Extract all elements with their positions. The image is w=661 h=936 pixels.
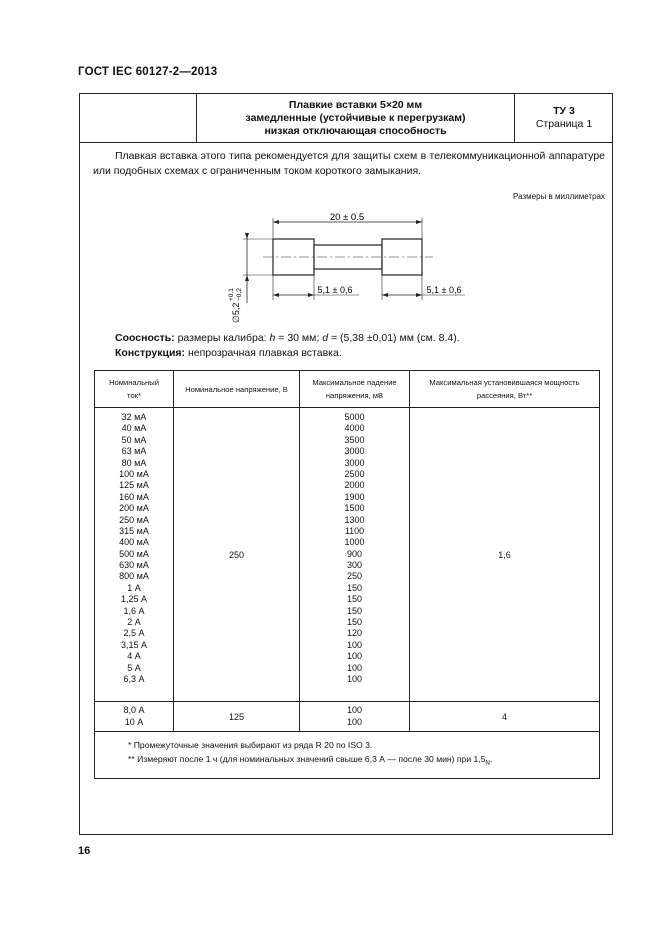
sheet-page: Страница 1: [535, 118, 593, 130]
voltage-drop-value: 120: [346, 628, 363, 639]
voltage-drop-value: 900: [346, 548, 363, 559]
rated-current-value: 100 мА: [119, 468, 149, 479]
diameter-lower-tolerance: −0,2: [236, 288, 243, 301]
voltage-drop-value: 100: [346, 705, 363, 716]
rated-current-list: [95, 408, 174, 702]
sheet-reference: [515, 93, 613, 143]
header-rated-current: Номинальный ток*: [95, 371, 174, 408]
coaxiality-text: размеры калибра:: [174, 332, 270, 344]
voltage-drop-value: 1900: [344, 491, 365, 502]
rated-current-value: 1,25 А: [120, 594, 148, 605]
rated-current-value: 630 мА: [119, 560, 149, 571]
page-number: 16: [78, 845, 91, 857]
voltage-drop-value: 300: [346, 560, 363, 571]
title-empty-cell: [79, 93, 197, 143]
voltage-drop-value: 1000: [344, 537, 365, 548]
fuse-title: [197, 93, 515, 143]
table-row: [95, 408, 600, 702]
rated-current-value: 4 А: [127, 651, 141, 662]
rated-current-value: 40 мА: [121, 423, 147, 434]
rated-current-value: 80 мА: [121, 457, 147, 468]
diameter-label: ∅5,2: [231, 302, 241, 323]
fuse-title-line: Плавкие вставки 5×20 мм: [288, 98, 423, 111]
h-symbol: h: [269, 332, 276, 344]
rated-current-value: 250 мА: [119, 514, 149, 525]
power-dissipation-cell: 1,6: [410, 408, 600, 702]
rated-current-value: 800 мА: [119, 571, 149, 582]
fuse-properties: [115, 331, 460, 361]
footnote-text: ** Измеряют после 1 ч (для номинальных значений свыше 6,3 А — после 30 мин) при 1,5: [128, 754, 486, 764]
coaxiality-text: = 30 мм;: [275, 332, 323, 344]
left-cap-length-label: 5,1 ± 0,6: [317, 285, 353, 295]
voltage-drop-value: 100: [346, 716, 363, 727]
fuse-ratings-table: [94, 370, 600, 779]
voltage-drop-value: 150: [346, 594, 363, 605]
construction-text: непрозрачная плавкая вставка.: [185, 347, 342, 359]
voltage-drop-value: 2000: [344, 480, 365, 491]
voltage-drop-value: 100: [346, 639, 363, 650]
rated-current-value: 1,6 А: [123, 605, 145, 616]
rated-current-list: [95, 702, 174, 732]
voltage-drop-value: 150: [346, 617, 363, 628]
rated-current-value: 50 мА: [121, 434, 147, 445]
fuse-title-line: низкая отключающая способность: [264, 124, 447, 137]
rated-current-value: 500 мА: [119, 548, 149, 559]
voltage-drop-value: 1500: [344, 503, 365, 514]
header-max-voltage-drop: Максимальное падение напряжения, мВ: [300, 371, 410, 408]
voltage-drop-value: 1100: [344, 525, 365, 536]
rated-current-value: 5 А: [127, 662, 141, 673]
intro-paragraph: Плавкая вставка этого типа рекомендуется для защиты схем в телекоммуникационной аппаратуре или подобных схемах с ограниченным током короткого замыкания.: [93, 150, 605, 177]
footnote-measurement: [128, 752, 599, 771]
coaxiality-text: = (5,38 ±0,01) мм (см. 8.4).: [328, 332, 460, 344]
rated-current-value: 400 мА: [119, 537, 149, 548]
header-rated-voltage: Номинальное напряжение, В: [174, 371, 300, 408]
voltage-drop-value: 150: [346, 605, 363, 616]
rated-current-value: 2,5 А: [123, 628, 145, 639]
voltage-drop-value: 3000: [344, 457, 365, 468]
voltage-drop-value: 250: [346, 571, 363, 582]
voltage-drop-value: 100: [346, 673, 363, 684]
dimensions-note: Размеры в миллиметрах: [513, 192, 605, 201]
rated-current-value: 10 А: [124, 716, 144, 727]
power-dissipation-cell: 4: [410, 702, 600, 732]
voltage-drop-value: 3500: [344, 434, 365, 445]
voltage-drop-list: [300, 702, 410, 732]
rated-current-value: 6,3 А: [123, 673, 145, 684]
table-notes-row: [95, 732, 600, 779]
table-row: [95, 702, 600, 732]
rated-voltage-cell: 250: [174, 408, 300, 702]
rated-current-value: 32 мА: [121, 412, 147, 422]
voltage-drop-value: 3000: [344, 446, 365, 457]
rated-current-value: 8,0 А: [123, 705, 145, 716]
construction-line: [115, 346, 460, 361]
d-symbol: d: [322, 332, 329, 344]
construction-label: Конструкция:: [115, 347, 186, 359]
rated-current-value: 200 мА: [119, 503, 149, 514]
rated-voltage-cell: 125: [174, 702, 300, 732]
voltage-drop-value: 150: [346, 582, 363, 593]
fuse-title-line: замедленные (устойчивые к перегрузкам): [245, 111, 466, 124]
table-header-row: [95, 371, 600, 408]
header-max-power-dissipation: Максимальная установившаяся мощность рассеяния, Вт**: [410, 371, 600, 408]
voltage-drop-list: [300, 408, 410, 702]
voltage-drop-value: 2500: [344, 468, 365, 479]
voltage-drop-value: 4000: [344, 423, 365, 434]
right-cap-length-label: 5,1 ± 0,6: [426, 285, 462, 295]
voltage-drop-value: 100: [346, 651, 363, 662]
footnote-intermediate-values: * Промежуточные значения выбирают из ряда R 20 по ISO 3.: [128, 740, 373, 750]
rated-current-value: 3,15 А: [120, 639, 148, 650]
overall-length-label: 20 ± 0.5: [329, 212, 365, 223]
document-standard-header: ГОСТ IEC 60127-2—2013: [78, 66, 218, 78]
coaxiality-label: Соосность:: [115, 332, 175, 344]
voltage-drop-value: 1300: [344, 514, 365, 525]
sheet-code: ТУ 3: [553, 105, 575, 117]
table-notes: [95, 732, 600, 779]
coaxiality-line: [115, 331, 460, 346]
diameter-upper-tolerance: +0,1: [228, 288, 235, 301]
footnote-text-end: .: [489, 754, 493, 764]
voltage-drop-value: 100: [346, 662, 363, 673]
rated-current-value: 315 мА: [119, 525, 149, 536]
rated-current-value: 125 мА: [119, 480, 149, 491]
footnote-subscript: N: [485, 760, 490, 767]
rated-current-value: 160 мА: [119, 491, 149, 502]
fuse-dimension-drawing: [225, 205, 462, 325]
voltage-drop-value: 5000: [344, 412, 365, 422]
rated-current-value: 1 А: [127, 582, 141, 593]
rated-current-value: 63 мА: [121, 446, 147, 457]
rated-current-value: 2 А: [127, 617, 141, 628]
